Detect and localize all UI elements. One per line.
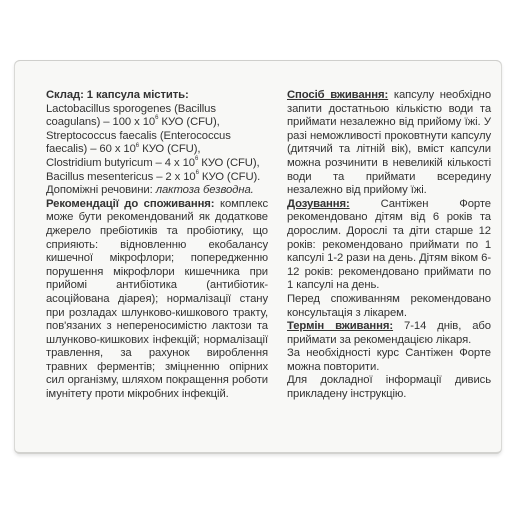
term-text-2: За необхідності курс Сантіжен Форте можна повторити. xyxy=(287,347,491,373)
strain-1-unit: КУО (CFU), xyxy=(158,116,220,129)
strain-3-dose: – 4 x 10 xyxy=(152,156,195,169)
dosage-block xyxy=(287,198,491,320)
recommendations-block xyxy=(46,198,268,402)
strain-1-name: Lactobacillus sporogenes (Bacillus coagulans) xyxy=(46,102,216,129)
dosage-text-1: Сантіжен Форте рекомендовано дітям від 6 років та дорослим. xyxy=(287,197,491,237)
composition-heading: Склад: 1 капсула містить: xyxy=(46,89,189,101)
term-text-3: Для докладної інформації дивись прикладену інструкцію. xyxy=(287,374,491,401)
usage-text: капсулу необхідно запити достатньою кількістю води та приймати незалежно від прийому їжі. У разі неможливості проковтнути капсулу (дитячий та літній вік), вміст капсули можна розчинити в невеликій кількості води та приймати всередину незалежно від прийому їжі. xyxy=(287,89,491,197)
strain-2-name: Streptococcus faecalis (Enterococcus faecalis) xyxy=(46,129,231,156)
dosage-text-2: Дорослі та діти старше 12 років: рекомендовано приймати по 1 капсулі 1-2 рази на день. Дітям віком 6-12 років: рекомендовано приймати по 1 капсулі на день. xyxy=(287,224,491,292)
strain-4-unit: КУО (CFU). xyxy=(198,170,261,183)
composition-block xyxy=(46,89,268,198)
usage-heading: Спосіб вживання: xyxy=(287,89,389,101)
strain-4-dose: – 2 x 10 xyxy=(153,170,196,183)
excipients-value: лактоза безводна. xyxy=(155,184,254,197)
strain-1-dose: – 100 x 10 xyxy=(100,116,156,129)
strain-2-exp: 6 xyxy=(135,142,140,149)
term-text-1: 7-14 днів, або приймати за рекомендацією лікаря. xyxy=(287,320,491,346)
dosage-text-3: Перед споживанням рекомендовано консультація з лікарем. xyxy=(287,292,491,319)
excipients-label: Допоміжні речовини: xyxy=(46,184,153,197)
strain-4-exp: 6 xyxy=(195,169,199,176)
dosage-heading: Дозування: xyxy=(287,197,350,210)
recommendations-heading: Рекомендації до споживання: xyxy=(46,197,215,210)
usage-block xyxy=(287,89,491,198)
strain-2-dose: – 60 x 10 xyxy=(87,143,136,156)
strain-2-unit: КУО (CFU), xyxy=(139,143,201,156)
strain-3-name: Clostridium butyricum xyxy=(46,156,153,169)
package-panel xyxy=(14,60,502,454)
left-column xyxy=(46,89,268,402)
term-block xyxy=(287,320,491,402)
strain-3-exp: 6 xyxy=(194,156,199,163)
strain-1-exp: 6 xyxy=(155,115,159,122)
right-column xyxy=(287,89,491,402)
recommendations-text: комплекс може бути рекомендований як додаткове джерело пребіотиків та пробіотику, що сприяють: відновленню екобалансу кишечної мікрофлори; попередженню порушення мікрофлори кишечника при прийомі антибіотика (антибіотик-асоційована діарея); нормалізації стану при розладах шлунково-кишкового тракту, пов'язаних з непереносимістю лактози та шлунково-кишкових інфекцій; нормалізації травлення, за рахунок вироблення травних ферментів; зміцненню опірних сил організму, шляхом покращення роботи імунітету проти мікробних інфекцій. xyxy=(46,197,268,401)
strain-4-name: Bacillus mesentericus xyxy=(46,170,154,183)
strain-3-unit: КУО (CFU), xyxy=(198,156,260,169)
term-heading: Термін вживання: xyxy=(287,320,394,333)
